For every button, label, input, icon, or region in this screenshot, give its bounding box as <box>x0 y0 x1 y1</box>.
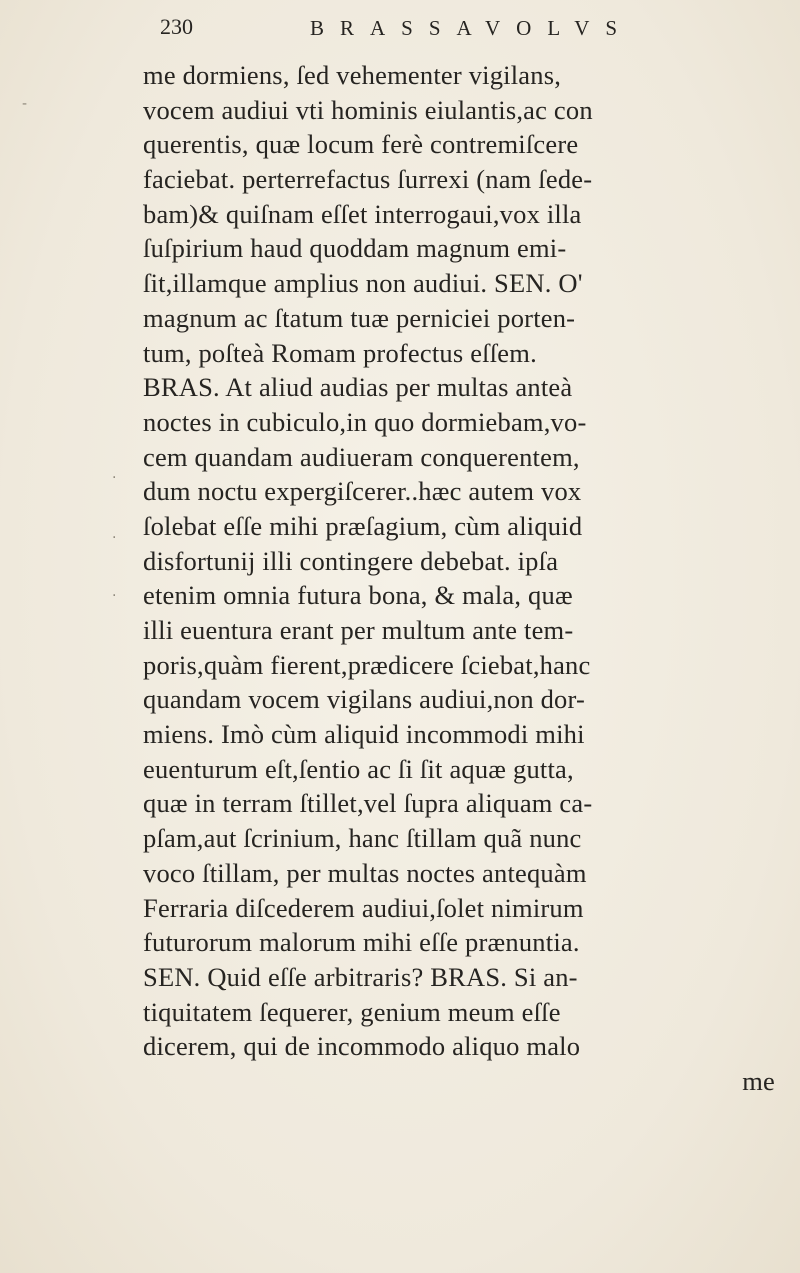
margin-mark: - <box>22 96 28 112</box>
running-head: BRASSAVOLVS <box>310 16 634 40</box>
text-line: vocem audiui vti hominis eiulantis,ac con <box>143 94 593 125</box>
text-line: SEN. Quid eſſe arbitraris? BRAS. Si an- <box>143 961 578 992</box>
text-line: faciebat. perterrefactus ſurrexi (nam ſede- <box>143 164 593 195</box>
text-line: Ferraria diſcederem audiui,ſolet nimirum <box>143 892 584 923</box>
text-line: tum, poſteà Romam profectus eſſem. <box>143 337 537 368</box>
text-line: pſam,aut ſcrinium, hanc ſtillam quã nunc <box>143 823 582 854</box>
text-line: poris,quàm fierent,prædicere ſciebat,hanc <box>143 649 591 680</box>
text-line: quandam vocem vigilans audiui,non dor- <box>143 684 586 715</box>
page-number: 230 <box>160 14 193 39</box>
text-line: ſolebat eſſe mihi præſagium, cùm aliquid <box>143 510 583 541</box>
catchword: me <box>742 1065 775 1096</box>
text-line: querentis, quæ locum ferè contremiſcere <box>143 129 579 160</box>
text-line: quæ in terram ſtillet,vel ſupra aliquam ca- <box>143 788 593 819</box>
text-line: voco ſtillam, per multas noctes antequàm <box>143 857 587 888</box>
text-line: cem quandam audiueram conquerentem, <box>143 441 580 472</box>
margin-dot: · <box>112 470 117 486</box>
text-line: miens. Imò cùm aliquid incommodi mihi <box>143 719 585 750</box>
text-line: noctes in cubiculo,in quo dormiebam,vo- <box>143 406 587 437</box>
text-line: ſuſpirium haud quoddam magnum emi- <box>143 233 567 264</box>
text-line: BRAS. At aliud audias per multas anteà <box>143 372 573 403</box>
text-line: ſit,illamque amplius non audiui. SEN. O' <box>143 268 583 299</box>
text-line: futurorum malorum mihi eſſe prænuntia. <box>143 927 580 958</box>
text-line: bam)& quiſnam eſſet interrogaui,vox illa <box>143 198 582 229</box>
text-line: etenim omnia futura bona, & mala, quæ <box>143 580 573 611</box>
text-line: euenturum eſt,ſentio ac ſi ſit aquæ gutta, <box>143 753 574 784</box>
page-header <box>160 14 660 48</box>
text-line: dum noctu expergiſcerer..hæc autem vox <box>143 476 582 507</box>
text-line: magnum ac ſtatum tuæ perniciei porten- <box>143 302 576 333</box>
text-line: me dormiens, ſed vehementer vigilans, <box>143 60 562 90</box>
margin-dot: · <box>112 588 117 604</box>
text-line: disfortunij illi contingere debebat. ipſa <box>143 545 559 576</box>
text-line: dicerem, qui de incommodo aliquo malo <box>143 1031 581 1062</box>
body-text <box>143 58 783 1099</box>
margin-dot: · <box>112 530 117 546</box>
text-line: illi euentura erant per multum ante tem- <box>143 615 574 645</box>
text-line: tiquitatem ſequerer, genium meum eſſe <box>143 996 561 1027</box>
